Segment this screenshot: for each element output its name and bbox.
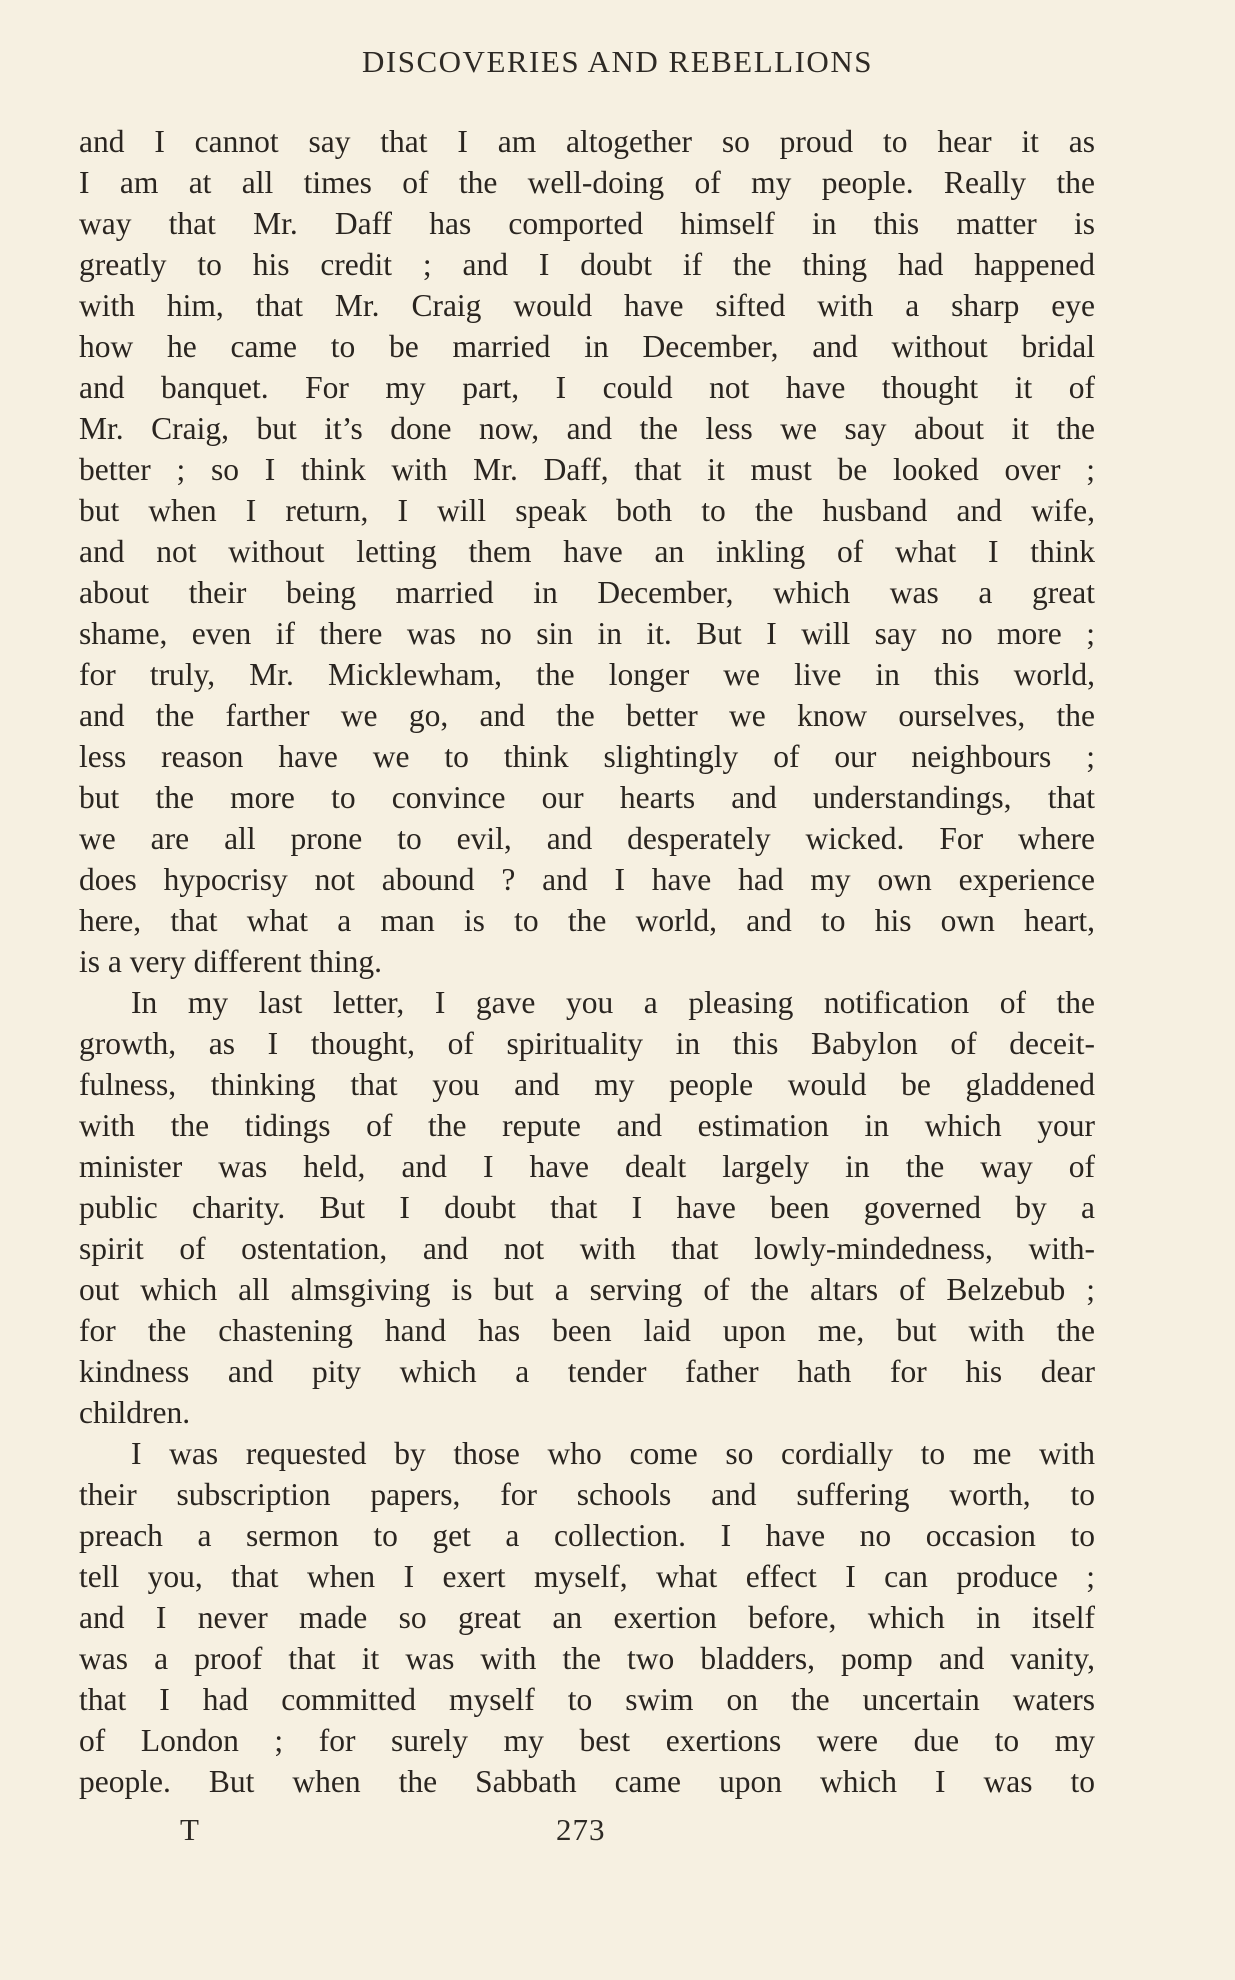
- text-line: here, that what a man is to the world, and to his own heart,: [79, 903, 1095, 938]
- text-line: and banquet. For my part, I could not have thought it of: [79, 370, 1095, 405]
- text-line: and I never made so great an exertion before, which in itself: [79, 1600, 1095, 1635]
- text-line: but when I return, I will speak both to the husband and wife,: [79, 493, 1095, 528]
- text-line: fulness, thinking that you and my people would be gladdened: [79, 1067, 1095, 1102]
- text-line: and the farther we go, and the better we know ourselves, the: [79, 698, 1095, 733]
- text-line: that I had committed myself to swim on the uncertain waters: [79, 1682, 1095, 1717]
- signature-mark: T: [180, 1812, 199, 1847]
- text-line: shame, even if there was no sin in it. But I will say no more ;: [79, 616, 1095, 651]
- paragraph: [79, 982, 1095, 1433]
- text-line: preach a sermon to get a collection. I have no occasion to: [79, 1518, 1095, 1553]
- text-line: their subscription papers, for schools and suffering worth, to: [79, 1477, 1095, 1512]
- text-line: about their being married in December, which was a great: [79, 575, 1095, 610]
- text-line: way that Mr. Daff has comported himself in this matter is: [79, 206, 1095, 241]
- text-line: and I cannot say that I am altogether so proud to hear it as: [79, 124, 1095, 159]
- text-line: children.: [79, 1395, 191, 1430]
- text-line: greatly to his credit ; and I doubt if the thing had happened: [79, 247, 1095, 282]
- text-line: public charity. But I doubt that I have been governed by a: [79, 1190, 1095, 1225]
- text-line: for truly, Mr. Micklewham, the longer we live in this world,: [79, 657, 1095, 692]
- page-number: 273: [556, 1812, 606, 1847]
- text-line: kindness and pity which a tender father hath for his dear: [79, 1354, 1095, 1389]
- text-line: we are all prone to evil, and desperately wicked. For where: [79, 821, 1095, 856]
- paragraph: [79, 1433, 1095, 1802]
- text-line: Mr. Craig, but it’s done now, and the less we say about it the: [79, 411, 1095, 446]
- text-line: less reason have we to think slightingly of our neighbours ;: [79, 739, 1095, 774]
- text-line: is a very different thing.: [79, 944, 382, 979]
- text-line: growth, as I thought, of spirituality in this Babylon of deceit-: [79, 1026, 1095, 1061]
- text-line: I am at all times of the well-doing of my people. Really the: [79, 165, 1095, 200]
- text-line: minister was held, and I have dealt largely in the way of: [79, 1149, 1095, 1184]
- text-line: I was requested by those who come so cordially to me with: [131, 1436, 1095, 1471]
- text-line: and not without letting them have an inkling of what I think: [79, 534, 1095, 569]
- running-head: DISCOVERIES AND REBELLIONS: [362, 44, 873, 79]
- text-line: spirit of ostentation, and not with that lowly-mindedness, with-: [79, 1231, 1095, 1266]
- paragraph: [79, 121, 1095, 982]
- text-line: people. But when the Sabbath came upon which I was to: [79, 1764, 1095, 1799]
- text-line: In my last letter, I gave you a pleasing notification of the: [131, 985, 1095, 1020]
- text-line: how he came to be married in December, and without bridal: [79, 329, 1095, 364]
- text-line: with him, that Mr. Craig would have sifted with a sharp eye: [79, 288, 1095, 323]
- text-line: does hypocrisy not abound ? and I have had my own experience: [79, 862, 1095, 897]
- text-line: out which all almsgiving is but a serving of the altars of Belzebub ;: [79, 1272, 1095, 1307]
- text-line: better ; so I think with Mr. Daff, that it must be looked over ;: [79, 452, 1095, 487]
- text-line: for the chastening hand has been laid upon me, but with the: [79, 1313, 1095, 1348]
- text-line: was a proof that it was with the two bladders, pomp and vanity,: [79, 1641, 1095, 1676]
- text-line: with the tidings of the repute and estimation in which your: [79, 1108, 1095, 1143]
- body-text: [79, 121, 1095, 1802]
- text-line: of London ; for surely my best exertions were due to my: [79, 1723, 1095, 1758]
- text-line: but the more to convince our hearts and understandings, that: [79, 780, 1095, 815]
- text-line: tell you, that when I exert myself, what effect I can produce ;: [79, 1559, 1095, 1594]
